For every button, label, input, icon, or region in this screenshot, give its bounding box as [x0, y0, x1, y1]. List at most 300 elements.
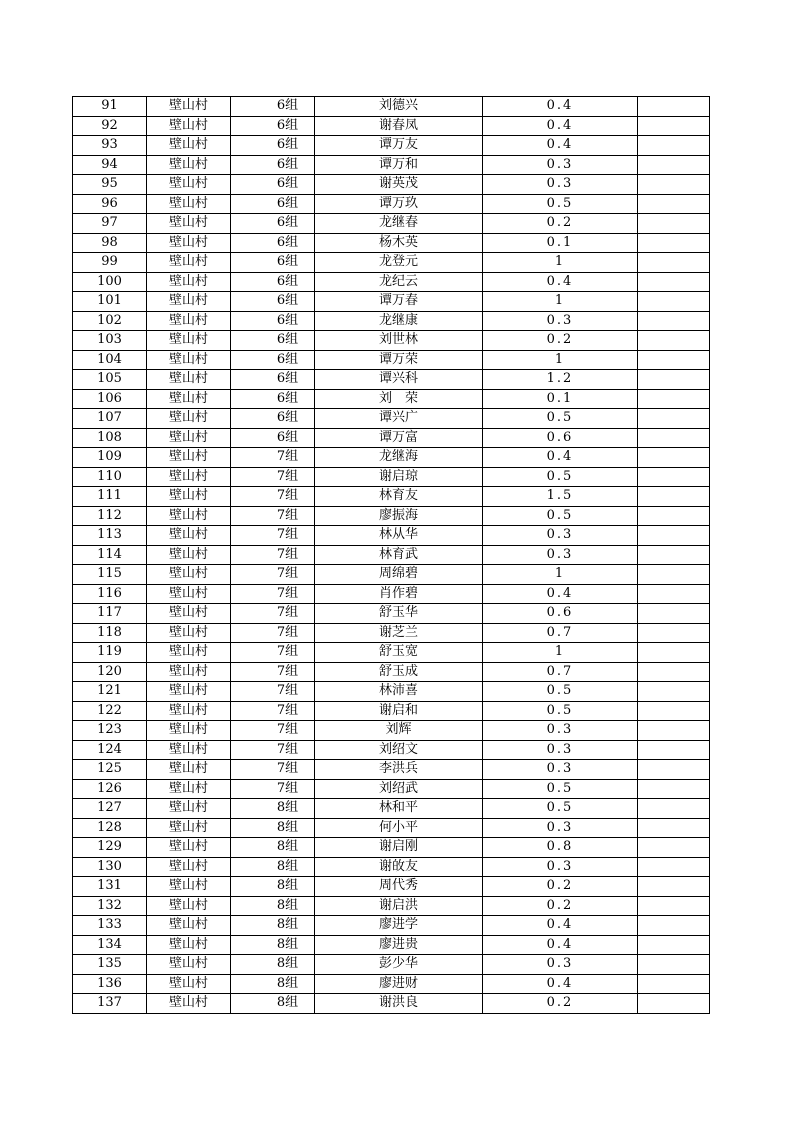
group-cell: 8组	[231, 896, 315, 916]
note-cell	[638, 584, 710, 604]
note-cell	[638, 701, 710, 721]
note-cell	[638, 175, 710, 195]
table-row	[73, 682, 710, 702]
group-cell: 7组	[231, 545, 315, 565]
row-number-cell: 96	[73, 194, 147, 214]
table-row	[73, 916, 710, 936]
area-value-cell: 1	[483, 643, 638, 663]
area-value-cell: 0.5	[483, 799, 638, 819]
row-number-cell: 127	[73, 799, 147, 819]
village-cell: 壁山村	[147, 272, 231, 292]
village-cell: 壁山村	[147, 760, 231, 780]
village-cell: 壁山村	[147, 779, 231, 799]
village-cell: 壁山村	[147, 370, 231, 390]
area-value-cell: 0.5	[483, 779, 638, 799]
row-number-cell: 99	[73, 253, 147, 273]
area-value-cell: 0.4	[483, 974, 638, 994]
note-cell	[638, 955, 710, 975]
household-name-cell: 廖进学	[315, 916, 483, 936]
village-cell: 壁山村	[147, 253, 231, 273]
group-cell: 8组	[231, 818, 315, 838]
group-cell: 7组	[231, 721, 315, 741]
note-cell	[638, 214, 710, 234]
area-value-cell: 1.5	[483, 487, 638, 507]
row-number-cell: 121	[73, 682, 147, 702]
area-value-cell: 0.4	[483, 272, 638, 292]
note-cell	[638, 565, 710, 585]
row-number-cell: 108	[73, 428, 147, 448]
group-cell: 7组	[231, 682, 315, 702]
household-name-cell: 谭万友	[315, 136, 483, 156]
table-row	[73, 565, 710, 585]
group-cell: 7组	[231, 448, 315, 468]
table-row	[73, 155, 710, 175]
row-number-cell: 109	[73, 448, 147, 468]
area-value-cell: 0.3	[483, 955, 638, 975]
village-cell: 壁山村	[147, 877, 231, 897]
row-number-cell: 120	[73, 662, 147, 682]
note-cell	[638, 935, 710, 955]
village-cell: 壁山村	[147, 175, 231, 195]
row-number-cell: 92	[73, 116, 147, 136]
table-row	[73, 896, 710, 916]
household-name-cell: 谢洪良	[315, 994, 483, 1014]
household-name-cell: 谭兴科	[315, 370, 483, 390]
household-name-cell: 龙继康	[315, 311, 483, 331]
village-cell: 壁山村	[147, 740, 231, 760]
village-cell: 壁山村	[147, 818, 231, 838]
table-row	[73, 506, 710, 526]
area-value-cell: 0.3	[483, 155, 638, 175]
row-number-cell: 112	[73, 506, 147, 526]
village-cell: 壁山村	[147, 409, 231, 429]
group-cell: 8组	[231, 974, 315, 994]
note-cell	[638, 799, 710, 819]
row-number-cell: 117	[73, 604, 147, 624]
note-cell	[638, 760, 710, 780]
table-row	[73, 116, 710, 136]
note-cell	[638, 857, 710, 877]
note-cell	[638, 916, 710, 936]
village-cell: 壁山村	[147, 350, 231, 370]
table-row	[73, 779, 710, 799]
group-cell: 7组	[231, 467, 315, 487]
village-cell: 壁山村	[147, 682, 231, 702]
note-cell	[638, 350, 710, 370]
village-cell: 壁山村	[147, 214, 231, 234]
village-cell: 壁山村	[147, 584, 231, 604]
note-cell	[638, 272, 710, 292]
row-number-cell: 126	[73, 779, 147, 799]
row-number-cell: 125	[73, 760, 147, 780]
table-row	[73, 623, 710, 643]
table-row	[73, 467, 710, 487]
area-value-cell: 0.4	[483, 935, 638, 955]
row-number-cell: 123	[73, 721, 147, 741]
household-name-cell: 谢芝兰	[315, 623, 483, 643]
area-value-cell: 0.5	[483, 467, 638, 487]
note-cell	[638, 428, 710, 448]
household-name-cell: 谢敀友	[315, 857, 483, 877]
area-value-cell: 0.4	[483, 916, 638, 936]
group-cell: 8组	[231, 877, 315, 897]
area-value-cell: 0.7	[483, 662, 638, 682]
group-cell: 7组	[231, 506, 315, 526]
area-value-cell: 0.4	[483, 584, 638, 604]
group-cell: 8组	[231, 916, 315, 936]
village-cell: 壁山村	[147, 565, 231, 585]
village-cell: 壁山村	[147, 994, 231, 1014]
note-cell	[638, 838, 710, 858]
household-name-cell: 舒玉华	[315, 604, 483, 624]
table-row	[73, 409, 710, 429]
row-number-cell: 119	[73, 643, 147, 663]
group-cell: 6组	[231, 175, 315, 195]
note-cell	[638, 604, 710, 624]
household-name-cell: 何小平	[315, 818, 483, 838]
note-cell	[638, 233, 710, 253]
area-value-cell: 0.5	[483, 409, 638, 429]
household-name-cell: 廖进财	[315, 974, 483, 994]
table-row	[73, 740, 710, 760]
group-cell: 6组	[231, 97, 315, 117]
note-cell	[638, 116, 710, 136]
note-cell	[638, 331, 710, 351]
area-value-cell: 1	[483, 350, 638, 370]
household-name-cell: 周绵碧	[315, 565, 483, 585]
area-value-cell: 0.5	[483, 506, 638, 526]
table-row	[73, 487, 710, 507]
area-value-cell: 1	[483, 253, 638, 273]
area-value-cell: 0.6	[483, 428, 638, 448]
village-cell: 壁山村	[147, 311, 231, 331]
note-cell	[638, 877, 710, 897]
group-cell: 6组	[231, 350, 315, 370]
table-row	[73, 389, 710, 409]
village-cell: 壁山村	[147, 194, 231, 214]
table-row	[73, 974, 710, 994]
row-number-cell: 104	[73, 350, 147, 370]
area-value-cell: 0.4	[483, 116, 638, 136]
table-row	[73, 428, 710, 448]
group-cell: 8组	[231, 994, 315, 1014]
household-name-cell: 林育武	[315, 545, 483, 565]
household-name-cell: 谢启刚	[315, 838, 483, 858]
row-number-cell: 116	[73, 584, 147, 604]
row-number-cell: 95	[73, 175, 147, 195]
area-value-cell: 0.5	[483, 682, 638, 702]
row-number-cell: 107	[73, 409, 147, 429]
household-name-cell: 谭万和	[315, 155, 483, 175]
area-value-cell: 0.2	[483, 994, 638, 1014]
village-cell: 壁山村	[147, 292, 231, 312]
table-row	[73, 994, 710, 1014]
table-row	[73, 233, 710, 253]
row-number-cell: 133	[73, 916, 147, 936]
table-row	[73, 545, 710, 565]
note-cell	[638, 97, 710, 117]
household-name-cell: 林和平	[315, 799, 483, 819]
household-name-cell: 周代秀	[315, 877, 483, 897]
village-cell: 壁山村	[147, 643, 231, 663]
area-value-cell: 0.1	[483, 233, 638, 253]
group-cell: 6组	[231, 311, 315, 331]
row-number-cell: 118	[73, 623, 147, 643]
row-number-cell: 134	[73, 935, 147, 955]
row-number-cell: 124	[73, 740, 147, 760]
area-value-cell: 1.2	[483, 370, 638, 390]
area-value-cell: 0.3	[483, 721, 638, 741]
household-name-cell: 龙继春	[315, 214, 483, 234]
row-number-cell: 122	[73, 701, 147, 721]
village-cell: 壁山村	[147, 526, 231, 546]
household-name-cell: 谢启琼	[315, 467, 483, 487]
household-name-cell: 林沛喜	[315, 682, 483, 702]
household-name-cell: 刘世林	[315, 331, 483, 351]
row-number-cell: 131	[73, 877, 147, 897]
village-cell: 壁山村	[147, 448, 231, 468]
area-value-cell: 0.7	[483, 623, 638, 643]
area-value-cell: 0.2	[483, 331, 638, 351]
household-name-cell: 龙继海	[315, 448, 483, 468]
household-name-cell: 舒玉成	[315, 662, 483, 682]
group-cell: 7组	[231, 584, 315, 604]
group-cell: 7组	[231, 604, 315, 624]
group-cell: 7组	[231, 487, 315, 507]
area-value-cell: 1	[483, 292, 638, 312]
note-cell	[638, 292, 710, 312]
note-cell	[638, 194, 710, 214]
group-cell: 7组	[231, 643, 315, 663]
household-name-cell: 刘绍文	[315, 740, 483, 760]
note-cell	[638, 994, 710, 1014]
table-row	[73, 838, 710, 858]
area-value-cell: 0.3	[483, 311, 638, 331]
group-cell: 7组	[231, 740, 315, 760]
note-cell	[638, 467, 710, 487]
note-cell	[638, 545, 710, 565]
village-cell: 壁山村	[147, 721, 231, 741]
row-number-cell: 114	[73, 545, 147, 565]
group-cell: 7组	[231, 662, 315, 682]
row-number-cell: 105	[73, 370, 147, 390]
household-name-cell: 刘绍武	[315, 779, 483, 799]
group-cell: 8组	[231, 857, 315, 877]
row-number-cell: 94	[73, 155, 147, 175]
row-number-cell: 136	[73, 974, 147, 994]
village-cell: 壁山村	[147, 136, 231, 156]
group-cell: 6组	[231, 272, 315, 292]
note-cell	[638, 448, 710, 468]
area-value-cell: 0.2	[483, 877, 638, 897]
row-number-cell: 98	[73, 233, 147, 253]
village-cell: 壁山村	[147, 331, 231, 351]
area-value-cell: 0.2	[483, 896, 638, 916]
row-number-cell: 110	[73, 467, 147, 487]
note-cell	[638, 818, 710, 838]
household-name-cell: 肖作碧	[315, 584, 483, 604]
village-cell: 壁山村	[147, 428, 231, 448]
table-row	[73, 214, 710, 234]
table-row	[73, 799, 710, 819]
household-name-cell: 谭万春	[315, 292, 483, 312]
household-name-cell: 刘辉	[315, 721, 483, 741]
household-name-cell: 谭兴广	[315, 409, 483, 429]
note-cell	[638, 506, 710, 526]
table-row	[73, 955, 710, 975]
group-cell: 6组	[231, 214, 315, 234]
area-value-cell: 0.5	[483, 194, 638, 214]
note-cell	[638, 370, 710, 390]
row-number-cell: 100	[73, 272, 147, 292]
village-cell: 壁山村	[147, 506, 231, 526]
note-cell	[638, 896, 710, 916]
area-value-cell: 0.5	[483, 701, 638, 721]
village-cell: 壁山村	[147, 233, 231, 253]
note-cell	[638, 779, 710, 799]
household-name-cell: 廖振海	[315, 506, 483, 526]
table-row	[73, 818, 710, 838]
table-row	[73, 175, 710, 195]
note-cell	[638, 740, 710, 760]
household-name-cell: 李洪兵	[315, 760, 483, 780]
area-value-cell: 0.2	[483, 214, 638, 234]
area-value-cell: 0.4	[483, 136, 638, 156]
table-row	[73, 857, 710, 877]
note-cell	[638, 409, 710, 429]
household-name-cell: 谢英茂	[315, 175, 483, 195]
village-cell: 壁山村	[147, 487, 231, 507]
area-value-cell: 0.4	[483, 448, 638, 468]
household-name-cell: 刘德兴	[315, 97, 483, 117]
note-cell	[638, 487, 710, 507]
note-cell	[638, 253, 710, 273]
table-row	[73, 604, 710, 624]
group-cell: 7组	[231, 565, 315, 585]
table-row	[73, 136, 710, 156]
village-cell: 壁山村	[147, 662, 231, 682]
table-row	[73, 97, 710, 117]
row-number-cell: 113	[73, 526, 147, 546]
note-cell	[638, 974, 710, 994]
table-row	[73, 760, 710, 780]
group-cell: 6组	[231, 116, 315, 136]
row-number-cell: 135	[73, 955, 147, 975]
table-row	[73, 448, 710, 468]
area-value-cell: 0.8	[483, 838, 638, 858]
group-cell: 7组	[231, 623, 315, 643]
row-number-cell: 93	[73, 136, 147, 156]
area-value-cell: 0.4	[483, 97, 638, 117]
village-cell: 壁山村	[147, 857, 231, 877]
note-cell	[638, 155, 710, 175]
village-cell: 壁山村	[147, 974, 231, 994]
group-cell: 6组	[231, 136, 315, 156]
household-name-cell: 彭少华	[315, 955, 483, 975]
note-cell	[638, 526, 710, 546]
group-cell: 6组	[231, 331, 315, 351]
village-cell: 壁山村	[147, 389, 231, 409]
household-name-cell: 林从华	[315, 526, 483, 546]
row-number-cell: 101	[73, 292, 147, 312]
table-row	[73, 370, 710, 390]
village-cell: 壁山村	[147, 799, 231, 819]
area-value-cell: 0.3	[483, 175, 638, 195]
group-cell: 6组	[231, 292, 315, 312]
group-cell: 7组	[231, 701, 315, 721]
note-cell	[638, 721, 710, 741]
group-cell: 6组	[231, 155, 315, 175]
group-cell: 8组	[231, 955, 315, 975]
area-value-cell: 0.1	[483, 389, 638, 409]
group-cell: 7组	[231, 760, 315, 780]
household-name-cell: 谭万富	[315, 428, 483, 448]
household-name-cell: 谭万玖	[315, 194, 483, 214]
note-cell	[638, 389, 710, 409]
group-cell: 6组	[231, 233, 315, 253]
row-number-cell: 97	[73, 214, 147, 234]
group-cell: 6组	[231, 370, 315, 390]
note-cell	[638, 311, 710, 331]
note-cell	[638, 662, 710, 682]
village-cell: 壁山村	[147, 896, 231, 916]
table-body	[73, 97, 710, 1014]
table-row	[73, 194, 710, 214]
group-cell: 6组	[231, 409, 315, 429]
village-cell: 壁山村	[147, 701, 231, 721]
village-cell: 壁山村	[147, 935, 231, 955]
group-cell: 6组	[231, 428, 315, 448]
area-value-cell: 0.3	[483, 818, 638, 838]
table-row	[73, 253, 710, 273]
village-cell: 壁山村	[147, 155, 231, 175]
row-number-cell: 91	[73, 97, 147, 117]
household-name-cell: 谭万荣	[315, 350, 483, 370]
village-cell: 壁山村	[147, 116, 231, 136]
group-cell: 8组	[231, 838, 315, 858]
village-cell: 壁山村	[147, 467, 231, 487]
village-cell: 壁山村	[147, 916, 231, 936]
row-number-cell: 132	[73, 896, 147, 916]
row-number-cell: 129	[73, 838, 147, 858]
group-cell: 8组	[231, 799, 315, 819]
row-number-cell: 102	[73, 311, 147, 331]
row-number-cell: 115	[73, 565, 147, 585]
note-cell	[638, 623, 710, 643]
group-cell: 6组	[231, 194, 315, 214]
table-row	[73, 721, 710, 741]
area-value-cell: 0.3	[483, 857, 638, 877]
village-cell: 壁山村	[147, 838, 231, 858]
area-value-cell: 0.3	[483, 760, 638, 780]
note-cell	[638, 682, 710, 702]
table-row	[73, 701, 710, 721]
household-name-cell: 龙纪云	[315, 272, 483, 292]
village-cell: 壁山村	[147, 97, 231, 117]
household-name-cell: 龙登元	[315, 253, 483, 273]
area-value-cell: 1	[483, 565, 638, 585]
table-row	[73, 662, 710, 682]
row-number-cell: 106	[73, 389, 147, 409]
group-cell: 8组	[231, 935, 315, 955]
table-row	[73, 350, 710, 370]
household-name-cell: 廖进贵	[315, 935, 483, 955]
row-number-cell: 103	[73, 331, 147, 351]
household-name-cell: 舒玉宽	[315, 643, 483, 663]
row-number-cell: 137	[73, 994, 147, 1014]
table-row	[73, 935, 710, 955]
village-cell: 壁山村	[147, 955, 231, 975]
